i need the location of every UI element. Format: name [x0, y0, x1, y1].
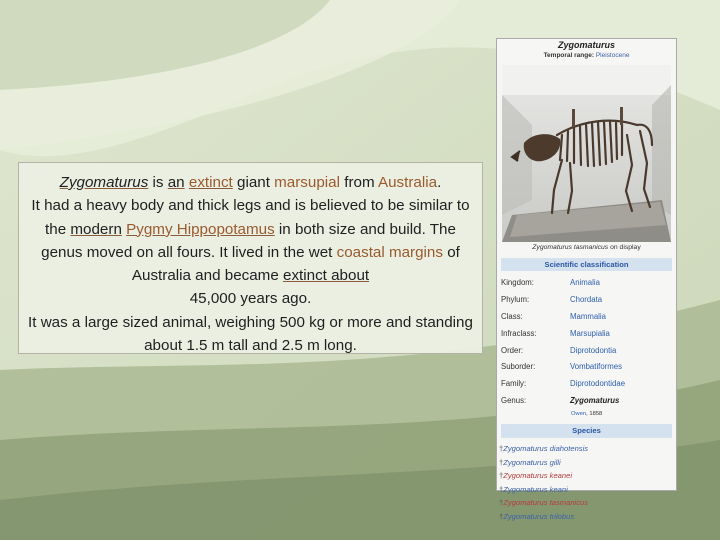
row-label: Suborder: — [501, 362, 536, 372]
size-paragraph: It was a large sized animal, weighing 500 kg or more and standing about 1.5 m tall and 2.5 m long. — [28, 313, 473, 355]
description-paragraph — [25, 171, 476, 311]
link-extinct[interactable]: extinct — [188, 174, 233, 191]
classification-table — [501, 275, 673, 410]
classification-row — [501, 309, 673, 326]
link-owen[interactable]: Owen — [571, 411, 587, 417]
text-run: 45,000 years ago. — [189, 290, 312, 308]
link-marsupial[interactable]: marsupial — [274, 174, 340, 191]
extinct-dagger: † — [499, 444, 504, 453]
link-species[interactable]: Zygomaturus diahotensis — [503, 444, 589, 453]
text-run: from — [340, 174, 378, 191]
classification-row — [501, 326, 673, 343]
link-species[interactable]: Zygomaturus trilobus — [503, 511, 575, 521]
extinct-dagger: † — [499, 471, 504, 481]
text-run: of Australia and became — [131, 243, 460, 285]
species-item — [499, 483, 671, 497]
text-run: giant — [232, 174, 275, 191]
text-run: It had a heavy body and thick legs and is believed to be similar to the — [31, 197, 470, 238]
link-coastal-margins[interactable]: coastal margins — [336, 243, 443, 261]
caption-species: Zygomaturus tasmanicus — [532, 244, 609, 251]
row-label: Class: — [501, 311, 523, 321]
classification-row — [501, 359, 673, 376]
row-label: Kingdom: — [501, 278, 534, 287]
scientific-classification-header[interactable]: Scientific classification — [501, 258, 672, 271]
species-item — [499, 469, 671, 483]
row-label: Phylum: — [501, 294, 530, 304]
temporal-range — [497, 52, 676, 59]
description-text-box — [18, 162, 483, 354]
species-list — [499, 442, 671, 524]
skeleton-image — [502, 65, 671, 242]
text-run: extinct about — [283, 267, 370, 285]
species-header[interactable]: Species — [501, 424, 672, 438]
link-phylum[interactable]: Chordata — [570, 294, 603, 304]
link-species[interactable]: Zygomaturus keani — [503, 484, 568, 494]
species-item — [499, 496, 671, 510]
row-label: Infraclass: — [501, 328, 537, 338]
link-species[interactable]: Zygomaturus keanei — [503, 471, 573, 481]
temporal-range-label: Temporal range: — [543, 52, 595, 59]
classification-row — [501, 343, 673, 360]
link-species[interactable]: Zygomaturus tasmanicus — [503, 498, 589, 508]
photo-caption — [497, 244, 676, 251]
classification-row — [501, 393, 673, 410]
text-run: is — [148, 174, 168, 191]
row-label: Order: — [501, 345, 524, 355]
classification-row — [501, 275, 673, 292]
taxobox — [496, 38, 677, 521]
row-label: Genus: — [501, 396, 527, 406]
classification-row — [501, 292, 673, 309]
caption-text: on display — [608, 244, 641, 251]
link-suborder[interactable]: Vombatiformes — [570, 362, 623, 372]
link-australia[interactable]: Australia — [377, 174, 438, 191]
text-run: . — [437, 174, 442, 191]
genus-name: Zygomaturus — [59, 174, 149, 191]
link-kingdom[interactable]: Animalia — [570, 278, 600, 287]
genus-value: Zygomaturus — [570, 396, 620, 406]
link-order[interactable]: Diprotodontia — [570, 345, 617, 355]
authority — [571, 411, 602, 417]
taxobox-title: Zygomaturus — [557, 40, 615, 50]
species-item — [499, 456, 671, 470]
species-item — [499, 510, 671, 524]
extinct-dagger: † — [499, 511, 504, 521]
link-class[interactable]: Mammalia — [570, 311, 606, 321]
skeleton-photo[interactable] — [502, 65, 671, 242]
extinct-dagger: † — [499, 457, 504, 467]
text-run: in both size and build. The genus moved on all fours. It lived in the wet — [41, 220, 456, 261]
row-label: Family: — [501, 379, 527, 389]
link-species[interactable]: Zygomaturus gilli — [503, 457, 561, 467]
link-infraclass[interactable]: Marsupialia — [570, 328, 610, 338]
species-item — [499, 442, 671, 456]
text-run: modern — [70, 220, 122, 238]
extinct-dagger: † — [499, 484, 504, 494]
link-pygmy-hippopotamus[interactable]: Pygmy Hippopotamus — [126, 220, 275, 238]
link-family[interactable]: Diprotodontidae — [570, 379, 626, 389]
text-run: an — [167, 174, 185, 191]
link-pleistocene[interactable]: Pleistocene — [595, 52, 630, 59]
classification-row — [501, 376, 673, 393]
authority-year: , 1858 — [586, 411, 603, 417]
extinct-dagger: † — [499, 498, 504, 508]
